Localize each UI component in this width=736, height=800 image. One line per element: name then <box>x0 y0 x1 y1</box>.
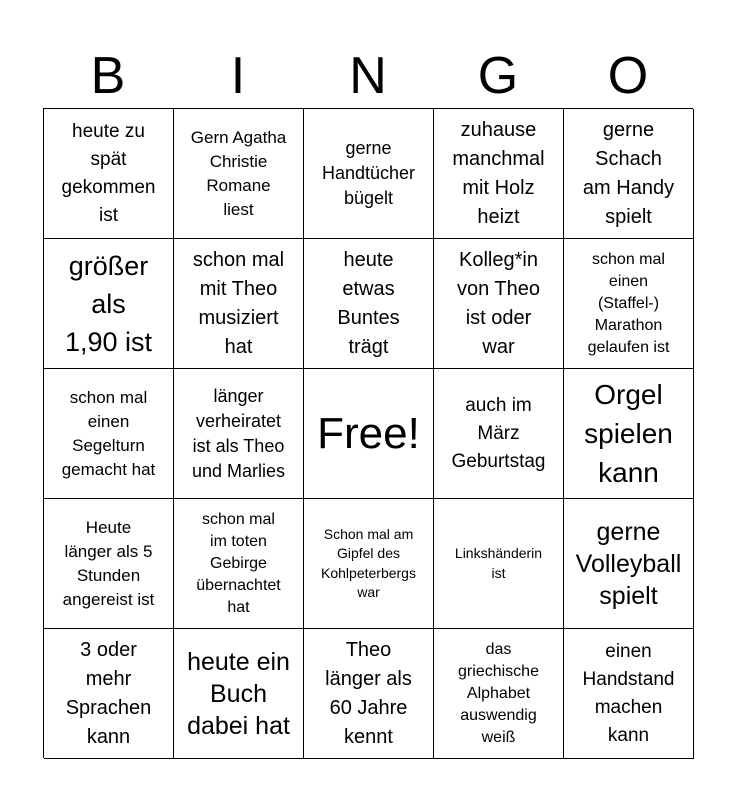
free-space-label: Free! <box>317 408 420 458</box>
cell-text: schon mal einen (Staffel-) Marathon gelaufen ist <box>587 250 670 356</box>
cell-text: heute ein Buch dabei hat <box>187 647 290 740</box>
bingo-header <box>43 44 693 108</box>
cell-text: Theo länger als 60 Jahre kennt <box>325 638 412 748</box>
cell-text: zuhause manchmal mit Holz heizt <box>452 118 545 228</box>
bingo-cell-r1-c4[interactable] <box>434 109 564 239</box>
bingo-cell-r2-c5[interactable] <box>564 239 694 369</box>
cell-text: länger verheiratet ist als Theo und Marlies <box>191 385 286 481</box>
bingo-cell-r2-c2[interactable] <box>174 239 304 369</box>
bingo-grid <box>43 108 693 758</box>
header-letter-g: G <box>477 47 519 105</box>
cell-text: heute etwas Buntes trägt <box>337 248 400 358</box>
bingo-cell-r3-c5[interactable] <box>564 369 694 499</box>
header-letter-n: N <box>349 47 387 105</box>
cell-text: Linkshänderin ist <box>454 545 543 581</box>
cell-text: schon mal mit Theo musiziert hat <box>192 248 285 358</box>
bingo-cell-r1-c3[interactable] <box>304 109 434 239</box>
cell-text: gerne Schach am Handy spielt <box>582 118 675 228</box>
cell-text: auch im März Geburtstag <box>451 394 546 472</box>
cell-text: Heute länger als 5 Stunden angereist ist <box>62 517 155 609</box>
cell-text: größer als 1,90 ist <box>64 250 153 357</box>
cell-text: heute zu spät gekommen ist <box>61 120 156 226</box>
bingo-cell-r1-c5[interactable] <box>564 109 694 239</box>
bingo-cell-r3-c1[interactable] <box>44 369 174 499</box>
cell-text: schon mal einen Segelturn gemacht hat <box>61 387 156 479</box>
header-letter-i: I <box>230 47 246 105</box>
header-letter-b: B <box>90 47 126 105</box>
bingo-cell-r4-c2[interactable] <box>174 499 304 629</box>
cell-text: das griechische Alphabet auswendig weiß <box>458 640 539 746</box>
header-letter-o: O <box>607 47 649 105</box>
bingo-cell-r5-c1[interactable] <box>44 629 174 759</box>
bingo-cell-r2-c4[interactable] <box>434 239 564 369</box>
bingo-cell-r4-c1[interactable] <box>44 499 174 629</box>
bingo-cell-r4-c3[interactable] <box>304 499 434 629</box>
bingo-cell-free[interactable] <box>304 369 434 499</box>
cell-text: schon mal im toten Gebirge übernachtet hat <box>196 510 281 616</box>
cell-text: 3 oder mehr Sprachen kann <box>65 638 152 748</box>
bingo-cell-r3-c2[interactable] <box>174 369 304 499</box>
bingo-cell-r4-c4[interactable] <box>434 499 564 629</box>
bingo-cell-r5-c3[interactable] <box>304 629 434 759</box>
bingo-cell-r2-c1[interactable] <box>44 239 174 369</box>
bingo-cell-r4-c5[interactable] <box>564 499 694 629</box>
bingo-cell-r1-c1[interactable] <box>44 109 174 239</box>
cell-text: einen Handstand machen kann <box>582 640 675 746</box>
cell-text: gerne Handtücher bügelt <box>321 138 416 208</box>
cell-text: Schon mal am Gipfel des Kohlpeterbergs war <box>321 525 416 600</box>
bingo-cell-r3-c4[interactable] <box>434 369 564 499</box>
cell-text: Orgel spielen kann <box>584 379 673 488</box>
bingo-cell-r2-c3[interactable] <box>304 239 434 369</box>
cell-text: Kolleg*in von Theo ist oder war <box>456 248 541 358</box>
bingo-cell-r1-c2[interactable] <box>174 109 304 239</box>
bingo-cell-r5-c5[interactable] <box>564 629 694 759</box>
cell-text: Gern Agatha Christie Romane liest <box>190 127 287 219</box>
bingo-cell-r5-c4[interactable] <box>434 629 564 759</box>
cell-text: gerne Volleyball spielt <box>575 517 682 610</box>
bingo-cell-r5-c2[interactable] <box>174 629 304 759</box>
